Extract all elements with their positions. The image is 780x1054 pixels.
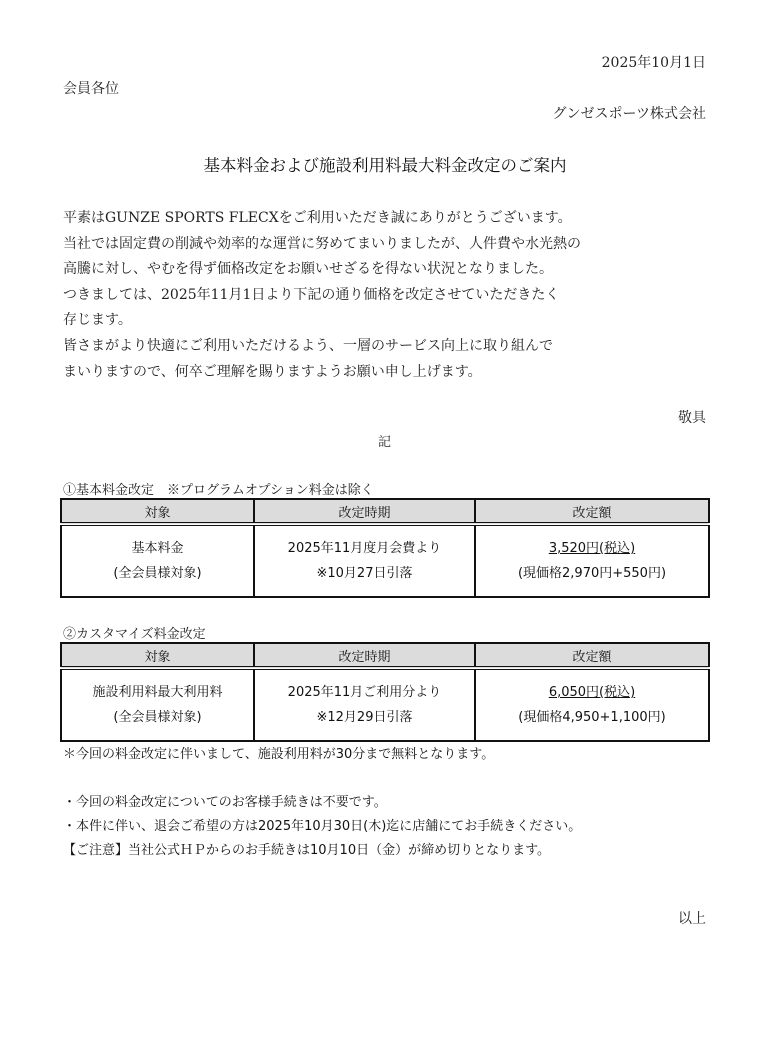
table-row: [61, 524, 709, 597]
cell-target: [61, 668, 254, 741]
closing-keigu: 敬具: [678, 410, 706, 426]
table-row: [61, 668, 709, 741]
section1-heading: ①基本料金改定 ※プログラムオプション料金は除く: [63, 483, 374, 498]
note-item: ・本件に伴い、退会ご希望の方は2025年10月30日(木)迄に店舗にてお手続きください。: [63, 819, 582, 834]
cell-amount: [475, 668, 709, 741]
recipient: 会員各位: [63, 81, 119, 97]
timing-start: 2025年11月ご利用分より: [287, 685, 442, 700]
table-header-row: [61, 499, 709, 524]
cell-amount: [475, 524, 709, 597]
basic-fee-table: [60, 498, 710, 598]
body-line: 皆さまがより快適にご利用いただけるよう、一層のサービス向上に取り組んで: [63, 337, 553, 354]
table-header-row: [61, 643, 709, 668]
note-item: 【ご注意】当社公式ＨＰからのお手続きは10月10日（金）が締め切りとなります。: [63, 843, 551, 858]
new-amount: 6,050円(税込): [548, 685, 636, 700]
body-line: 高騰に対し、やむを得ず価格改定をお願いせざるを得ない状況となりました。: [63, 261, 553, 278]
target-name: 施設利用料最大利用料: [92, 685, 223, 700]
header-amount: 改定額: [475, 643, 709, 668]
header-target: 対象: [61, 499, 254, 524]
header-timing: 改定時期: [254, 643, 475, 668]
body-line: まいりますので、何卒ご理解を賜りますようお願い申し上げます。: [63, 363, 482, 380]
document-title: 基本料金および施設利用料最大料金改定のご案内: [203, 156, 567, 175]
target-scope: (全会員様対象): [113, 566, 202, 581]
target-name: 基本料金: [131, 541, 184, 556]
timing-start: 2025年11月度月会費より: [287, 541, 442, 556]
body-line: 存じます。: [63, 312, 132, 329]
new-amount: 3,520円(税込): [548, 541, 636, 556]
custom-fee-table: [60, 642, 710, 742]
ki-marker: 記: [378, 435, 392, 450]
note-item: ・今回の料金改定についてのお客様手続きは不要です。: [63, 795, 387, 810]
body-line: 平素はGUNZE SPORTS FLECXをご利用いただき誠にありがとうございます。: [63, 210, 572, 226]
sender-company: グンゼスポーツ株式会社: [552, 106, 706, 122]
header-timing: 改定時期: [254, 499, 475, 524]
target-scope: (全会員様対象): [113, 710, 202, 725]
header-amount: 改定額: [475, 499, 709, 524]
body-text: [63, 206, 581, 385]
cell-timing: [254, 524, 475, 597]
timing-debit: ※12月29日引落: [316, 710, 413, 725]
header-target: 対象: [61, 643, 254, 668]
document-date: 2025年10月1日: [601, 55, 706, 71]
cell-target: [61, 524, 254, 597]
end-marker: 以上: [678, 911, 706, 927]
body-line: つきましては、2025年11月1日より下記の通り価格を改定させていただきたく: [63, 286, 560, 303]
body-line: 当社では固定費の削減や効率的な運営に努めてまいりましたが、人件費や水光熱の: [63, 235, 581, 252]
footnote: ＊今回の料金改定に伴いまして、施設利用料が30分まで無料となります。: [63, 747, 495, 762]
section2-heading: ②カスタマイズ料金改定: [63, 627, 206, 642]
cell-timing: [254, 668, 475, 741]
amount-breakdown: (現価格4,950+1,100円): [518, 710, 666, 725]
timing-debit: ※10月27日引落: [316, 566, 413, 581]
amount-breakdown: (現価格2,970円+550円): [517, 566, 667, 581]
